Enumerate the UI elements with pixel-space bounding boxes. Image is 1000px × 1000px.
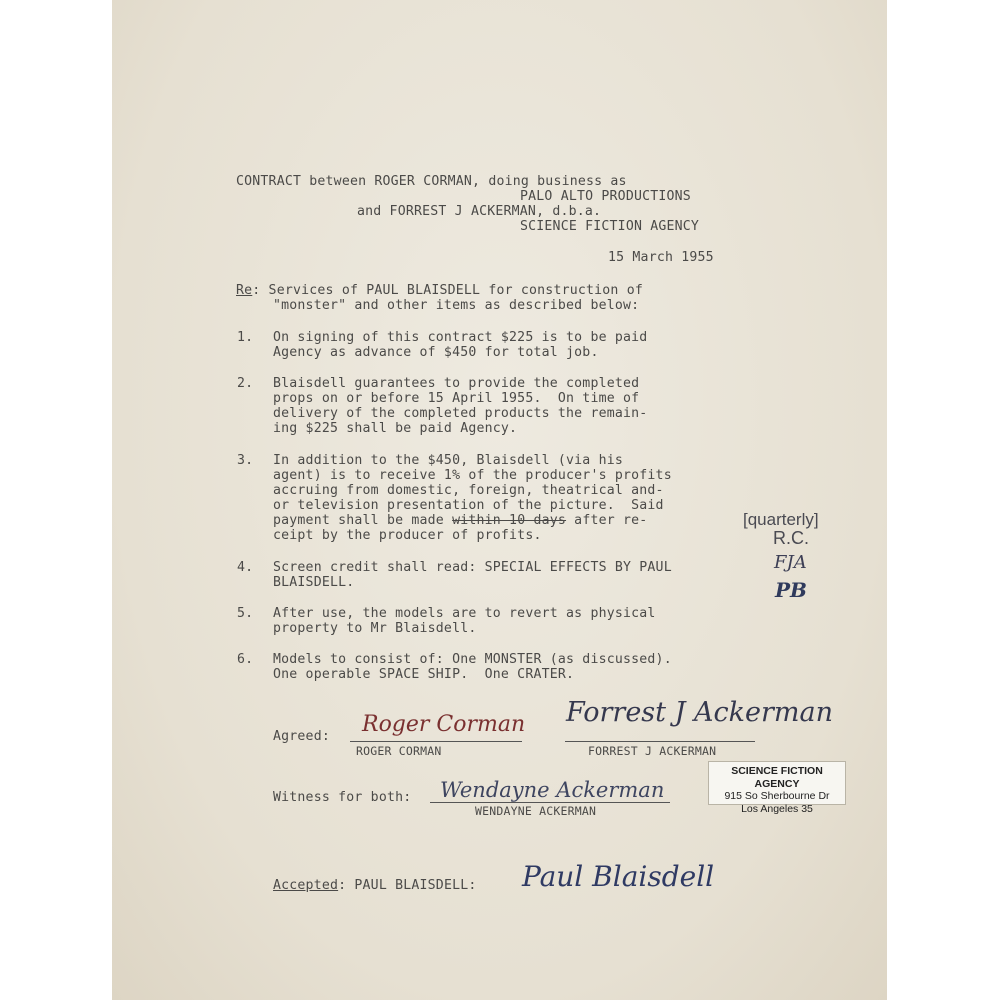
re-text: : Services of PAUL BLAISDELL for construction of [252, 283, 643, 298]
stamp-address-2: Los Angeles 35 [741, 802, 813, 815]
agreed-label: Agreed: [273, 729, 330, 744]
signature-line [430, 802, 670, 803]
clause-number: 5. [237, 606, 254, 621]
clause-3-line-5-end: after re- [566, 513, 648, 528]
initials-rc: R.C. [773, 528, 809, 548]
witness-label: Witness for both: [273, 790, 412, 805]
clause-2-line-1: Blaisdell guarantees to provide the completed [273, 376, 640, 391]
struck-text: within 10 days [452, 513, 567, 528]
re-line-1 [236, 283, 643, 299]
clause-4-line-2: BLAISDELL. [273, 575, 355, 590]
initials-pb: PB [775, 578, 807, 602]
witness-signature: Wendayne Ackerman [440, 778, 665, 802]
clause-3-line-6: ceipt by the producer of profits. [273, 528, 542, 543]
clause-3-line-5 [273, 513, 647, 529]
re-line-2: "monster" and other items as described below: [273, 298, 640, 313]
clause-2-line-4: ing $225 shall be paid Agency. [273, 421, 518, 436]
clause-3-line-4: or television presentation of the picture. Said [273, 498, 664, 513]
clause-3-line-5-start: payment shall be made [273, 513, 453, 528]
re-label: Re [236, 283, 253, 298]
clause-6-line-1: Models to consist of: One MONSTER (as discussed). [273, 652, 672, 667]
initials-fja: FJA [774, 552, 807, 573]
header-line-3: and FORREST J ACKERMAN, d.b.a. [357, 204, 602, 219]
clause-4-line-1: Screen credit shall read: SPECIAL EFFECTS BY PAUL [273, 560, 672, 575]
accepted-name: : PAUL BLAISDELL: [338, 878, 477, 893]
ackerman-signature: Forrest J Ackerman [566, 697, 833, 728]
contract-date: 15 March 1955 [608, 250, 714, 265]
header-line-4: SCIENCE FICTION AGENCY [520, 219, 700, 234]
clause-number: 1. [237, 330, 254, 345]
clause-number: 6. [237, 652, 254, 667]
clause-3-line-2: agent) is to receive 1% of the producer's profits [273, 468, 672, 483]
clause-2-line-3: delivery of the completed products the remain- [273, 406, 648, 421]
clause-6-line-2: One operable SPACE SHIP. One CRATER. [273, 667, 575, 682]
clause-3-line-3: accruing from domestic, foreign, theatrical and- [273, 483, 664, 498]
clause-1-line-1: On signing of this contract $225 is to be paid [273, 330, 648, 345]
margin-note-quarterly: [quarterly] [743, 510, 819, 529]
agency-stamp [708, 761, 846, 815]
signature-line [565, 741, 755, 742]
clause-5-line-1: After use, the models are to revert as physical [273, 606, 656, 621]
accepted-label: Accepted [273, 878, 339, 893]
witness-typed-name: WENDAYNE ACKERMAN [475, 804, 597, 818]
ackerman-typed-name: FORREST J ACKERMAN [588, 744, 717, 758]
clause-number: 2. [237, 376, 254, 391]
clause-2-line-2: props on or before 15 April 1955. On time of [273, 391, 640, 406]
corman-signature: Roger Corman [362, 712, 526, 737]
clause-5-line-2: property to Mr Blaisdell. [273, 621, 477, 636]
accepted-line [273, 878, 477, 894]
header-line-2: PALO ALTO PRODUCTIONS [520, 189, 691, 204]
clause-number: 3. [237, 453, 254, 468]
blaisdell-signature: Paul Blaisdell [522, 860, 715, 893]
clause-3-line-1: In addition to the $450, Blaisdell (via his [273, 453, 624, 468]
stamp-title: SCIENCE FICTION AGENCY [731, 765, 823, 790]
stamp-address-1: 915 So Sherbourne Dr [724, 790, 830, 802]
signature-line [350, 741, 522, 742]
clause-1-line-2: Agency as advance of $450 for total job. [273, 345, 599, 360]
header-line-1: CONTRACT between ROGER CORMAN, doing business as [236, 174, 627, 189]
clause-number: 4. [237, 560, 254, 575]
corman-typed-name: ROGER CORMAN [356, 744, 442, 758]
